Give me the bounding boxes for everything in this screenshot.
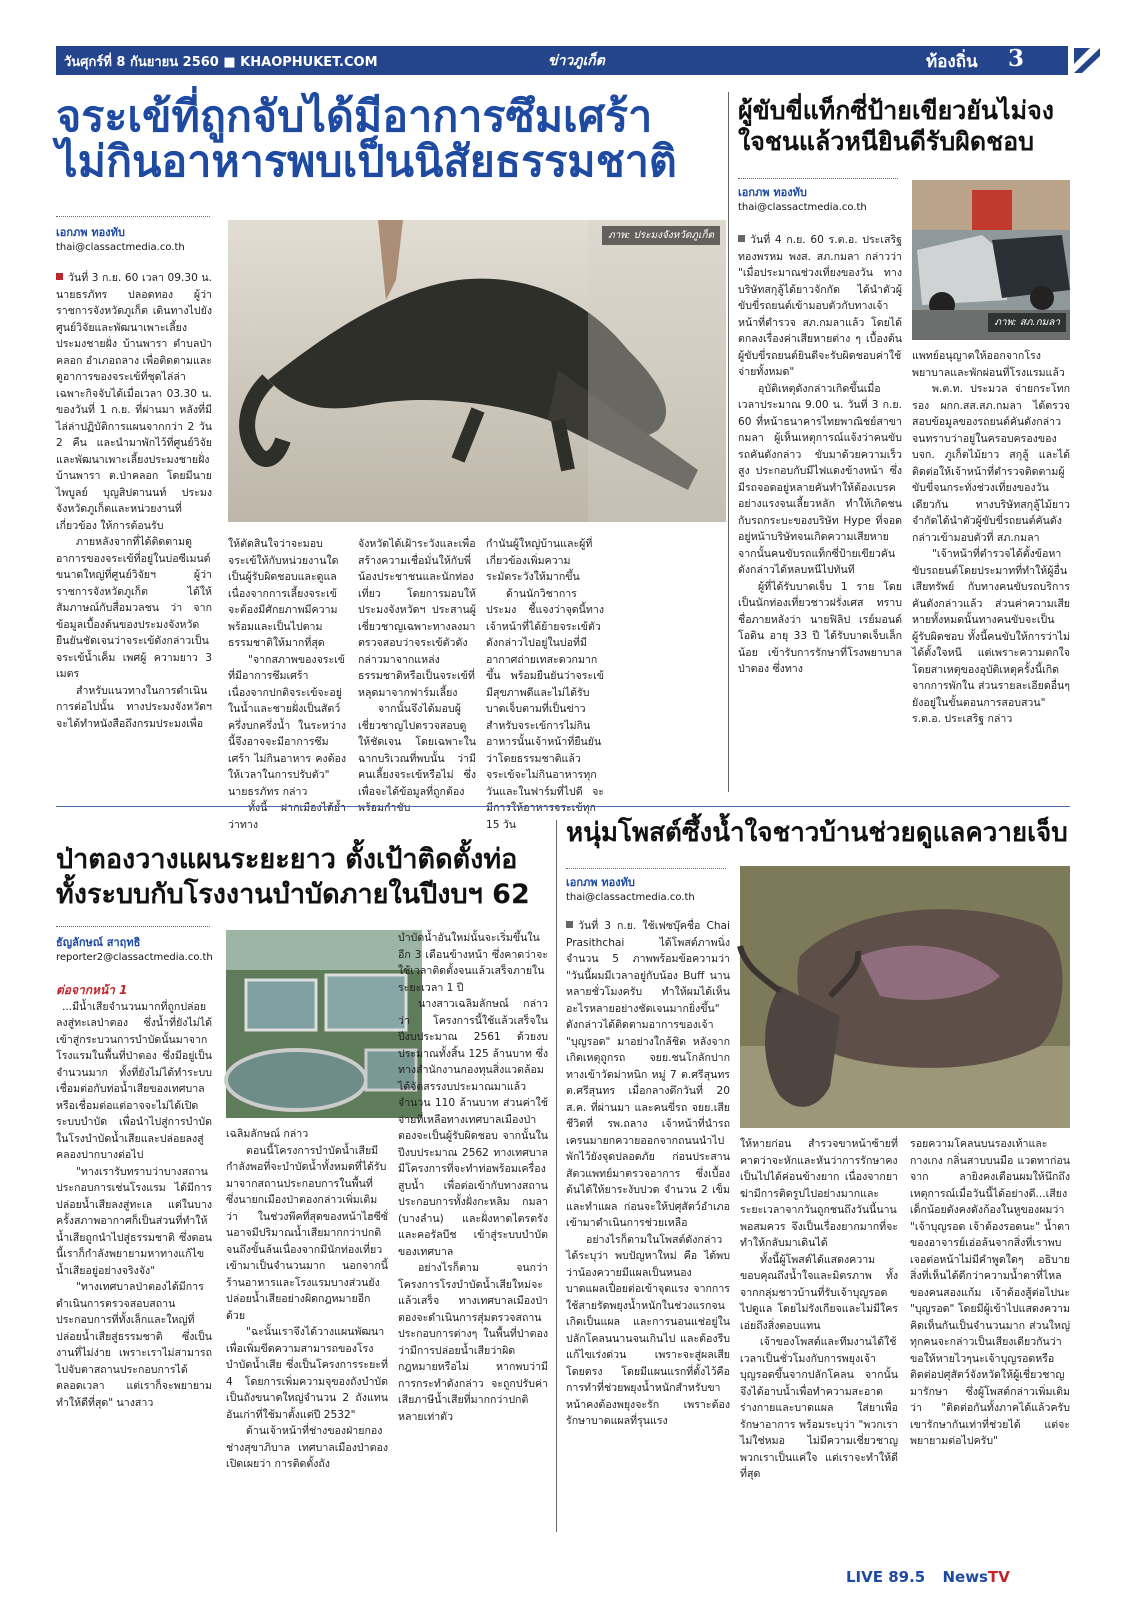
bullet-icon	[56, 273, 63, 280]
story3-email: reporter2@classactmedia.co.th	[56, 951, 213, 963]
corner-arrow-icon	[1072, 46, 1102, 75]
bullet-icon	[566, 921, 573, 928]
page-header	[56, 46, 1068, 75]
story2-col1c-text: ผู้ที่ได้รับบาดเจ็บ 1 ราย โดยเป็นนักท่องเที่ยวชาวฝรั่งเศส ทราบชื่อภายหลังว่า นายฟิลิป เรย์มอนด์ โอดิน อายุ 33 ปี ได้รับบาดเจ็บเล็กน้อย เข้ารับการรักษาที่โรงพยาบาลป่าตอง ซึ่งทาง	[738, 580, 902, 675]
story3-column-1	[56, 982, 212, 1530]
footer-logos	[846, 1568, 1010, 1586]
story3-headline-line1: ป่าตองวางแผนระยะยาว ตั้งเป้าติดตั้งท่อ	[56, 844, 518, 875]
story3-headline-line2: ทั้งระบบกับโรงงานบำบัดภายในปีงบฯ 62	[56, 879, 530, 911]
story1-byline	[56, 226, 185, 254]
story3-col3b-text: นางสาวเฉลิมลักษณ์ กล่าวว่า โครงการนี้ใช้แล้วเสร็จในปีงบประมาณ 2561 ด้วยงบประมาณทั้งสิ้น 125 ล้านบาท ซึ่งทางสำนักงานกองทุนสิ่งแวดล้อมได้จัดสรรงบประมาณมาแล้วจำนวน 110 ล้านบาท ส่วนค่าใช้จ่ายที่เหลือทางเทศบาลเมืองป่าตองจะเป็นผู้รับผิดชอบ จากนั้นในปีงบประมาณ 2562 ทางเทศบาลมีโครงการที่จะทำท่อพร้อมเครื่องสูบน้ำ เพื่อต่อเข้ากับทางสถานประกอบการทั้งฝั่งกะหลิม กมลา (บางลำน) และฝั่งหาดไตรตรังและคอรัลบีช เข้าสู่ระบบบำบัดของเทศบาล	[398, 998, 548, 1258]
story1-author: เอกภพ ทองทับ	[56, 226, 125, 239]
story1-col2-text: ให้ตัดสินใจว่าจะมอบจระเข้ให้กับหน่วยงานใดเป็นผู้รับผิดชอบและดูแลเนื่องจากการเลี้ยงจระเข้จะต้องมีศักยภาพมีความพร้อมและเป็นไปตามธรรมชาติให้มากที่สุด	[228, 538, 339, 649]
story1-email: thai@classactmedia.co.th	[56, 241, 185, 253]
story4-col2-text: ให้หายก่อน สำรวจขาหน้าซ้ายที่คาดว่าจะหักและหันว่าการรักษาคงเป็นไปได้ค่อนข้างยาก เนื่องจากยาฆ่ามีการติดรูปไปอย่างมากและระยะเวลาจากวันถูกชนถึงวันนี้นานพอสมควร จึงเป็นเรื่องยากมากที่จะทำให้กลับมาเดินได้	[740, 1138, 898, 1249]
story1-column-3	[358, 536, 476, 814]
buffalo-photo	[740, 866, 1070, 1128]
footer-news-logo: News	[942, 1568, 988, 1586]
story3-col1-text: ...มีน้ำเสียจำนวนมากที่ถูกปล่อยลงสู่ทะเลป่าตอง ซึ่งน้ำที่ยังไม่ได้เข้าสู่กระบวนการบำบัดนั้นมาจากโรงแรมในพื้นที่ป่าตอง ซึ่งมีอยู่เป็นจำนวนมาก ทั้งที่ยังไม่ได้ทำระบบเชื่อมต่อกับท่อน้ำเสียของเทศบาล หรือเชื่อมต่อแต่อาจจะไม่ได้เปิดระบบบำบัด เพื่อนำไปสู่การบำบัดในโรงบำบัดน้ำเสียและปล่อยลงสู่คลองปากบางต่อไป	[56, 1000, 212, 1161]
divider	[56, 216, 210, 217]
story1-col1-text: วันที่ 3 ก.ย. 60 เวลา 09.30 น. นายธรภัทร ปลอดทอง ผู้ว่าราชการจังหวัดภูเก็ต เดินทางไปยังศูนย์วิจัยและพัฒนาเพาะเลี้ยงประมงชายฝั่ง บ้านพารา ตำบลป่าคลอก อำเภอถลาง เพื่อติดตามและดูอาการของจระเข้ที่ชุดไล่ล่าเฉพาะกิจจับได้เมื่อเวลา 03.30 น. ของวันที่ 1 ก.ย. ที่ผ่านมา หลังที่มีไล่ล่าปฏิบัติการแผนจากกว่า 2 วัน 2 คืน และนำมาพักไว้ที่ศูนย์วิจัยและพัฒนาเพาะเลี้ยงประมงชายฝั่ง บ้านพารา ต.ป่าคลอก โดยมีนายไพบูลย์ บุญสิปตานนท์ ประมงจังหวัดภูเก็ตและหน่วยงานที่เกี่ยวข้อง ให้การต้อนรับ	[56, 272, 212, 532]
story1-column-2	[228, 536, 346, 831]
story3-col3c-text: อย่างไรก็ตาม จนกว่าโครงการโรงบำบัดน้ำเสียใหม่จะแล้วเสร็จ ทางเทศบาลเมืองป่าตองจะดำเนินการสุ่มตรวจสถานประกอบการต่างๆ ในพื้นที่ป่าตองว่ามีการปล่อยน้ำเสียว่าผิดกฎหมายหรือไม่ หากพบว่ามีการกระทำดังกล่าว จะถูกปรับค่าเสียภาษีน้ำเสียที่มากกว่าปกติหลายเท่าตัว	[398, 1262, 548, 1423]
story4-column-1	[566, 918, 730, 1530]
story4-column-3	[910, 1136, 1070, 1530]
story2-column-1	[738, 232, 902, 800]
story1-column-4	[486, 536, 604, 831]
story2-column-2	[912, 348, 1070, 800]
treatment-plant-image	[226, 930, 422, 1118]
treatment-plant-photo	[226, 930, 422, 1118]
footer-tv-logo: TV	[987, 1568, 1010, 1586]
story3-col1c-text: "ทางเทศบาลป่าตองได้มีการดำเนินการตรวจสอบสถานประกอบการที่ทั้งเล็กและใหญ่ที่ปล่อยน้ำเสียสู่ธรรมชาติ ซึ่งเป็นงานที่ไม่ง่าย เพราะเราไม่สามารถไปจับตาสถานประกอบการได้ตลอดเวลา แต่เราก็จะพยายามทำให้ดีที่สุด" นางสาว	[56, 1281, 212, 1409]
column-divider	[728, 92, 729, 792]
story3-col1b-text: "ทางเรารับทราบว่าบางสถานประกอบการเช่นโรงแรม ได้มีการปล่อยน้ำเสียลงสู่ทะเล แต่ในบางครั้งสภาพอากาศก็เป็นส่วนที่ทำให้น้ำเสียถูกนำไปสู่ธรรมชาติ ซึ่งตอนนี้เราก็กำลังพยายามหาทางแก้ไขน้ำเสียอยู่อย่างจริงจัง"	[56, 1165, 212, 1277]
story1-column-1	[56, 270, 212, 800]
story3-author: ธัญลักษณ์ สาฤทธิ	[56, 936, 141, 949]
story3-col2b-text: ตอนนี้โครงการบำบัดน้ำเสียมีกำลังพอที่จะบำบัดน้ำทั้งหมดที่ได้รับมาจากสถานประกอบการในพื้นที่ ซึ่งนายกเมืองป่าตองกล่าวเพิ่มเติมว่า ในช่วงพีคที่สุดของหน้าไฮซีซั่นอาจมีปริมาณน้ำเสียมากกว่าปกติจนถึงขั้นล้นเนื่องจากมีนักท่องเที่ยวเข้ามาเป็นจำนวนมาก นอกจากนี้ร้านอาหารและโรงแรมบางส่วนยังปล่อยน้ำเสียอย่างผิดกฎหมายอีกด้วย	[226, 1144, 388, 1322]
story3-column-3	[398, 930, 548, 1530]
story1-col3-text: จังหวัดได้เฝ้าระวังและเพื่อสร้างความเชื่อมั่นให้กับพี่น้องประชาชนและนักท่องเที่ยว โดยการมอบให้ประมงจังหวัดฯ ประสานผู้เชี่ยวชาญเฉพาะทางลงมาตรวจสอบว่าจระเข้ตัวดังกล่าวมาจากแหล่งธรรมชาติหรือเป็นจระเข้ที่หลุดมาจากฟาร์มเลี้ยง	[358, 538, 476, 699]
story2-col2b-text: พ.ต.ท. ประมวล จ่ายกระโทก รอง ผกก.สส.สภ.กมลา ได้ตรวจสอบข้อมูลของรถยนต์คันดังกล่าว จนทราบว่าอยู่ในครอบครองของ บจก. ภูเก็ตไม้ยาว สกุลู้ และได้ติดต่อให้เจ้าหน้าที่ตำรวจติดตามผู้ขับขี่จนกระทั่งช่วงเที่ยงของวันเดียวกัน ทางบริษัทสกุลู้ไม้ยาวจำกัดได้นำตัวผู้ขับขี่รถยนต์คันดังกล่าวเข้ามอบตัวที่ สภ.กมลา	[912, 383, 1070, 544]
footer-live-logo: LIVE 89.5	[846, 1568, 926, 1586]
buffalo-image	[740, 866, 1070, 1128]
story2-headline	[738, 95, 1074, 158]
story1-col2b-text: "จากสภาพของจระเข้ที่มีอาการซึมเศร้า เนื่องจากปกติจระเข้จะอยู่ในน้ำและชายฝั่งเป็นสัตว์ครึ่งบกครึ่งน้ำ ในระหว่างนี้จึงอาจจะมีอาการซึมเศร้า ไม่กินอาหาร คงต้องให้เวลาในการปรับตัว" นายธรภัทร กล่าว	[228, 653, 346, 798]
story2-byline	[738, 186, 867, 214]
divider	[56, 926, 210, 927]
story3-byline	[56, 936, 213, 964]
car-crash-photo	[912, 180, 1070, 340]
story2-col1b-text: อุบัติเหตุดังกล่าวเกิดขึ้นเมื่อเวลาประมาณ 9.00 น. วันที่ 3 ก.ย. 60 ที่หน้าธนาคารไทยพาณิชย์สาขากมลา ผู้เห็นเหตุการณ์แจ้งว่าคนขับรถคันดังกล่าว ขับมาด้วยความเร็วสูง ประกอบกับมีไฟแดงข้างหน้า ซึ่งมีรถจอดอยู่หลายคันทำให้ต้องเบรคอย่างแรงจนเลี้ยวหลัก ทำให้เกิดชนกับรถกระบะของบริษัท Hype ที่จอดอยู่หน้าบริษัทจนเกิดความเสียหาย จากนั้นคนขับรถแท็กซี่ป้ายเขียวคันดังกล่าวได้หลบหนีไปทันที	[738, 382, 902, 576]
story2-author: เอกภพ ทองทับ	[738, 186, 807, 199]
story4-author: เอกภพ ทองทับ	[566, 876, 635, 889]
story1-headline-line1: จระเข้ที่ถูกจับได้มีอาการซึมเศร้า	[56, 92, 653, 142]
header-page-number: 3	[1008, 45, 1025, 72]
story1-headline	[56, 92, 746, 188]
story2-col2c-text: "เจ้าหน้าที่ตำรวจได้ตั้งข้อหาขับรถยนต์โดยประมาทที่ทำให้ผู้อื่นเสียทรัพย์ กับทางคนขับรถบริการคันดังกล่าวแล้ว ส่วนค่าความเสียหายทั้งหมดนั้นทางคนขับจะเป็นผู้รับผิดชอบ ทั้งนี้คนขับให้การว่าไม่ได้ตั้งใจหนี แต่เพราะความตกใจ โดยสาเหตุของอุบัติเหตุครั้งนี้เกิดจากการพักใน ส่วนรายละเอียดอื่นๆ ยังอยู่ในขั้นตอนการสอบสวน" ร.ต.อ. ประเสริฐ กล่าว	[912, 548, 1070, 725]
story2-col1-text: วันที่ 4 ก.ย. 60 ร.ต.อ. ประเสริฐ ทองพรหม พงส. สภ.กมลา กล่าวว่า "เมื่อประมาณช่วงเที่ยงของวัน ทางบริษัทสกุลู้ได้ยาวจักกัด ได้นำตัวผู้ขับขี่รถยนต์เข้ามอบตัวกับทางเจ้าหน้าที่ตำรวจ สภ.กมลาแล้ว โดยได้ตกลงเรื่องค่าเสียหายต่าง ๆ เบื้องต้นผู้ขับขี่รถยนต์ยินดีจะรับผิดชอบค่าใช้จ่ายทั้งหมด"	[738, 234, 902, 378]
story4-col1-text: วันที่ 3 ก.ย. ใช้เฟซบุ๊คชื่อ Chai Prasithchai ได้โพสต์ภาพนิ่ง จำนวน 5 ภาพพร้อมข้อความว่า "วันนี้ผมมีเวลาอยู่กับน้อง Buff นานหลายชั่วโมงครับ ทำให้ผมได้เห็นอะไรหลายอย่างชัดเจนมากยิ่งขึ้น" ดังกล่าวได้ติดตามอาการของเจ้า "บุญรอด" มาอย่างใกล้ชิด หลังจากเกิดเหตุถูกรถ จยย.ชนโกลักปาก ทางเข้าวัดม่าหนิก หมู่ 7 ต.ศรีสุนทร ต.ศรีสุนทร เมื่อกลางดึกวันที่ 20 ส.ค. ที่ผ่านมา และคนขี่รถ จยย.เสียชีวิตที่ รพ.ถลาง เจ้าหน้าที่นำรถเครนมายกควายออกจากถนนนำไปพักไว้ยังจุดปลอดภัย ก่อนประสานสัตวแพทย์มาตรวจอาการ ซึ่งเบื้องต้นได้ให้ยาระงับปวด จำนวน 2 เข็มและทำแผล ก่อนจะให้ปศุสัตว์อำเภอเข้ามาดำเนินการช่วยเหลือ	[566, 920, 730, 1229]
story1-col1c-text: สำหรับแนวทางในการดำเนินการต่อไปนั้น ทางประมงจังหวัดฯ จะได้ทำหนังสือถึงกรมประมงเพื่อ	[56, 684, 212, 730]
story1-col4-text: กำนันผู้ใหญ่บ้านและผู้ที่เกี่ยวข้องเพิ่มความระมัดระวังให้มากขึ้น	[486, 538, 593, 583]
story3-column-2	[226, 1126, 388, 1530]
story1-col4b-text: ด้านนักวิชาการประมง ชี้แจงว่าจุดนี้ทางเจ้าหน้าที่ได้ย้ายจระเข้ตัวดังกล่าวไปอยู่ในบ่อที่มีอากาศถ่ายเทสะดวกมากขึ้น พร้อมยืนยันว่าจระเข้มีสุขภาพดีและไม่ได้รับบาดเจ็บตามที่เป็นข่าว สำหรับจระเข้การไม่กินอาหารนั้นเจ้าหน้าที่ยืนยันว่าโดยธรรมชาติแล้วจระเข้จะไม่กินอาหารทุกวันและในฟาร์มที่ไปดี จะมีการให้อาหารจระเข้ทุก 15 วัน	[486, 587, 604, 831]
divider	[738, 178, 898, 179]
story4-email: thai@classactmedia.co.th	[566, 891, 695, 903]
column-divider	[556, 820, 557, 1532]
story2-col2-text: แพทย์อนุญาตให้ออกจากโรงพยาบาลและพักผ่อนที่โรงแรมแล้ว	[912, 350, 1065, 379]
story1-col3b-text: จากนั้นจึงได้มอบผู้เชี่ยวชาญไปตรวจสอบดูให้ชัดเจน โดยเฉพาะในฉากบริเวณที่พบนั้น ว่ามีคนเลี้ยงจระเข้หรือไม่ ซึ่งเพื่อจะได้ข้อมูลที่ถูกต้อง พร้อมกำชับ	[358, 703, 476, 814]
bullet-icon	[738, 235, 745, 242]
header-logo: ข่าวภูเก็ต	[548, 53, 605, 69]
story1-col1b-text: ภายหลังจากที่ได้ติดตามดูอาการของจระเข้ที่อยู่ในบ่อซีเมนต์ขนาดใหญ่ที่ศูนย์วิจัยฯ ผู้ว่าราชการจังหวัดภูเก็ต ได้ให้สัมภาษณ์กับสื่อมวลชน ว่า จากข้อมูลเบื้องต้นของประมงจังหวัด ยืนยันชัดเจนว่าจระเข้ดังกล่าวเป็นจระเข้น้ำเค็ม เพศผู้ ความยาว 3 เมตร	[56, 536, 212, 680]
header-section: ท้องถิ่น	[926, 52, 978, 72]
story1-headline-line2: ไม่กินอาหารพบเป็นนิสัยธรรมชาติ	[56, 137, 677, 188]
divider	[566, 868, 726, 869]
story3-col2c-text: "ฉะนั้นเราจึงได้วางแผนพัฒนาเพื่อเพิ่มขีดความสามารถของโรงบำบัดน้ำเสีย ซึ่งเป็นโครงการระยะที่ 4 โดยการเพิ่มความจุของถังบำบัดเป็นถังขนาดใหญ่จำนวน 2 ถังแทนอันเก่าที่ใช้มาตั้งแต่ปี 2532"	[226, 1326, 388, 1421]
story3-continued-label: ต่อจากหน้า 1	[56, 983, 128, 997]
story3-col2-text: เฉลิมลักษณ์ กล่าว	[226, 1128, 309, 1140]
story4-headline: หนุ่มโพสต์ซึ้งน้ำใจชาวบ้านช่วยดูแลควายเจ็บ	[566, 818, 1068, 848]
story2-headline-line2: ใจชนแล้วหนียินดีรับผิดชอบ	[738, 127, 1034, 157]
story2-photo-credit: ภาพ: สภ.กมลา	[988, 313, 1066, 332]
story4-byline	[566, 876, 695, 904]
story4-col3-text: รอยความโคลนบนรองเท้าและกางเกง กลิ่นสาบบนมือ แวดทาก่อนจาก ลายิงคงเตือนผมให้นึกถึงเหตุการณ์เมื่อวันนี้ได้อย่างดี...เสียงเด็กน้อยดังคงดังก้องในหูของผมว่า "เจ้าบุญรอด เจ้าต้องรอดนะ" น้ำตาของอาจารย์เอ่อล้นจากสิ่งที่เราพบเจอต่อหน้าไม่มีคำพูดใดๆ อธิบายสิ่งที่เห็นได้ดีกว่าความน้ำตาที่ไหลของคนสองแก้ม เจ้าต้องสู้ต่อไปนะ "บุญรอด" โดยมีผู้เข้าไปแสดงความคิดเห็นกันเป็นจำนวนมาก ส่วนใหญ่ทุกคนจะกล่าวเป็นเสียงเดียวกันว่า ขอให้หายไวๆนะเจ้าบุญรอดหรือติดต่อปศุสัตว์จังหวัดให้ผู้เชี่ยวชาญมารักษา ซึ่งผู้โพสต์กล่าวเพิ่มเติม ว่า "ติดต่อกันทั้งภาคได้แล้วครับ เขารักษากันเท่าที่ช่วยได้ แต่จะพยายามต่อไปครับ"	[910, 1138, 1070, 1447]
section-divider	[56, 806, 1070, 807]
story1-col2c-text: ทั้งนี้ ฝากเมืองได้ย้ำว่าทาง	[228, 802, 346, 831]
story4-col2b-text: ทั้งนี้ผู้โพสต์ได้แสดงความขอบคุณถึงน้ำใจและมิตรภาพ ทั้งจากกลุ่มชาวบ้านที่รับเจ้าบุญรอดไปดูแล โดยไม่รังเกียจและไม่มีใครเอ่ยถึงสิ่งตอบแทน	[740, 1253, 898, 1332]
crocodile-image	[228, 220, 726, 522]
story2-email: thai@classactmedia.co.th	[738, 201, 867, 213]
header-date-site: วันศุกร์ที่ 8 กันยายน 2560 ■ KHAOPHUKET.COM	[64, 55, 378, 70]
story4-col2c-text: เจ้าของโพสต์และทีมงานได้ใช้เวลาเป็นชั่วโมงกับการพยุงเจ้าบุญรอดขึ้นจากปลักโคลน จากนั้นจึงได้อาบน้ำเพื่อทำความสะอาดร่างกายและบาดแผล ใส่ยาเพื่อรักษาอาการ พร้อมระบุว่า "พวกเราไม่ใช่หมอ ไม่มีความเชี่ยวชาญ พวกเราเป็นแค่ใจ แต่เราจะทำให้ดีที่สุด	[740, 1336, 898, 1480]
crocodile-photo	[228, 220, 726, 522]
story2-headline-line1: ผู้ขับขี่แท็กซี่ป้ายเขียวยันไม่จง	[738, 96, 1054, 125]
story3-col3-text: บำบัดน้ำอันใหม่นั้นจะเริ่มขึ้นในอีก 3 เดือนข้างหน้า ซึ่งคาดว่าจะใช้เวลาติดตั้งจนแล้วเสร็จภายในระยะเวลา 1 ปี	[398, 932, 548, 994]
story1-photo-credit: ภาพ: ประมงจังหวัดภูเก็ต	[602, 226, 720, 245]
story4-column-2	[740, 1136, 898, 1530]
story3-headline	[56, 842, 556, 912]
story3-col2d-text: ด้านเจ้าหน้าที่ช่างของฝ่ายกองช่างสุขาภิบาล เทศบาลเมืองป่าตอง เปิดเผยว่า การติดตั้งถัง	[226, 1425, 388, 1470]
story4-col1b-text: อย่างไรก็ตามในโพสต์ดังกล่าวได้ระบุว่า พบปัญหาใหม่ คือ ได้พบว่าน้องควายมีแผลเป็นหนอง บาดแผลเปื่อยต่อเข้าจุดแรง จากการใช้สายรัดพยุงน้ำหนักในช่วงแรกจนเกิดเป็นแผล และการนอนแช่อยู่ในปลักโคลนนานจนเกินไป และต้องรีบแก้ไขเร่งด่วน เพราะจะสู่ผลเสียโดยตรง โดยมีแผนแรกที่ตั้งไว้คือ การทำที่ช่วยพยุงน้ำหนักสำหรับขาหน้าคงต้องพยุงจะรัก เพราะต้องรักษาบาดแผลที่รุนแรง	[566, 1233, 730, 1427]
